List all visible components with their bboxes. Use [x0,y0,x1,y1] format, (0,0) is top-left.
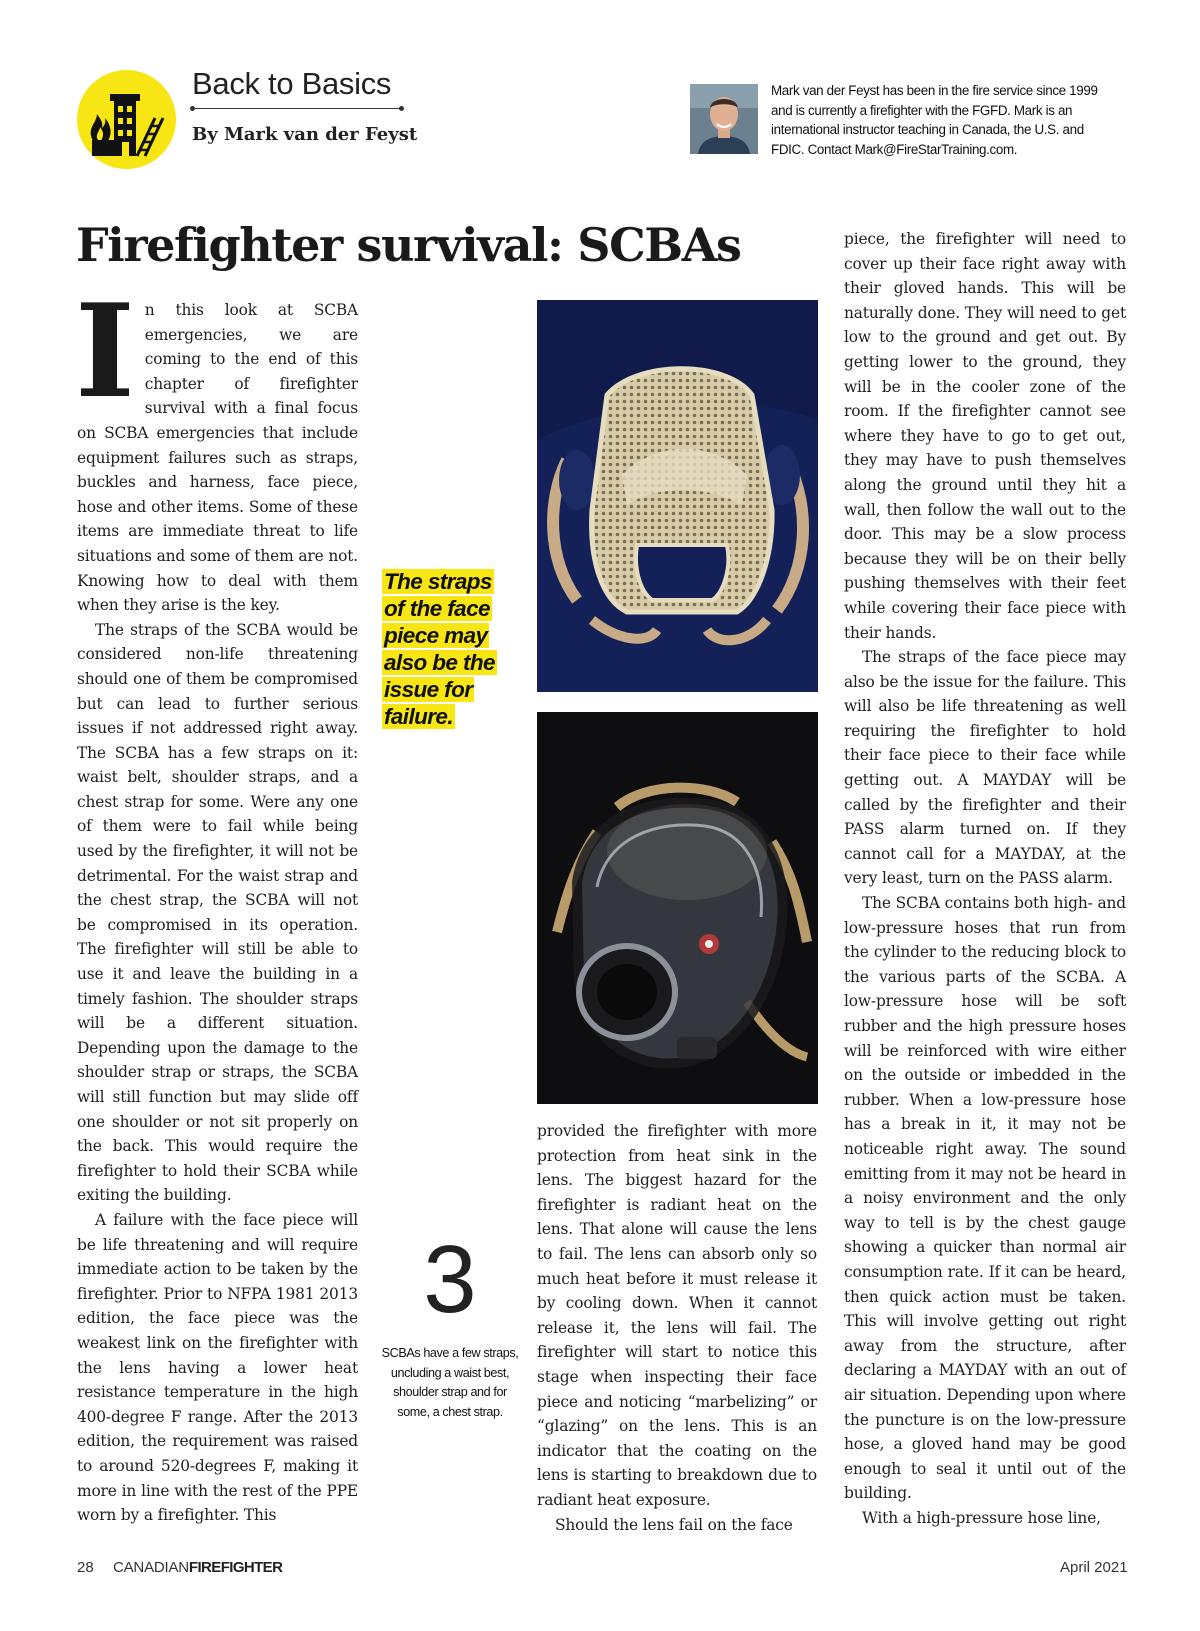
section-divider [192,108,402,109]
article-paragraph: Should the lens fail on the face [555,1515,793,1534]
article-paragraph: The straps of the SCBA would be considered non-life threatening should one of them be compromised but can lead to further serious issues if not addressed right away. The SCBA has a few straps on it: waist belt, shoulder straps, and a chest strap for some. Were any one of them were to fail while being used by the firefighter, it will not be detrimental. For the waist strap and the chest strap, the SCBA will not be compromised in its operation. The firefighter will still be able to use it and leave the building in a timely fashion. The shoulder straps will be a different situation. Depending upon the damage to the shoulder strap or straps, the SCBA will still function but may slide off one shoulder or not sit properly on the back. This would require the firefighter to hold their SCBA while exiting the building. [77,620,358,1205]
stat-caption: SCBAs have a few straps, uncluding a waist best, shoulder strap and for some, a chest strap. [381,1346,519,1419]
magazine-name: CANADIANFIREFIGHTER [113,1559,283,1576]
article-paragraph: The straps of the face piece may also be the issue for the failure. This will also be life threatening as well requiring the firefighter to hold their face piece to their face while getting out. A MAYDAY will be called by the firefighter and their PASS alarm turned on. If they cannot call for a MAYDAY, at the very least, turn on the PASS alarm. [844,648,1126,888]
page-number: 28 [77,1559,94,1576]
section-logo [77,70,176,169]
author-bio: Mark van der Feyst has been in the fire service since 1999 and is currently a firefighter with the FGFD. Mark is an international instructor teaching in Canada, the U.S. and FDIC. Contact Mark@FireStarTraining.com. [771,83,1098,157]
author-photo [690,84,758,154]
article-headline: Firefighter survival: SCBAs [76,218,741,272]
article-paragraph: The SCBA contains both high- and low-pressure hoses that run from the cylinder to the reducing block to the various parts of the SCBA. A low-pressure hose will be soft rubber and the high pressure hoses will be reinforced with wire either on the outside or imbedded in the rubber. When a low-pressure hose has a break in it, it may not be noticeable right away. The sound emitting from it may not be heard in a noisy environment and the only way to tell is by the chest gauge showing a quicker than normal air consumption rate. If it can be heard, then quick action must be taken. This will involve getting out right away from the structure, after declaring a MAYDAY with an out of air situation. Depending upon where the puncture is on the low-pressure hose, a gloved hand may be good enough to seal it until out of the building. [844,894,1126,1503]
article-column-4 [844,227,1126,1530]
photo-face-piece-full-mask [537,712,818,1104]
article-column-3 [537,1119,817,1537]
fire-building-ladder-icon [77,70,176,169]
article-paragraph: piece, the firefighter will need to cover up their face right away with their gloved hands. This will be naturally done. They will need to get low to the ground and get out. By getting lower to the ground, they will be in the cooler zone of the room. If the firefighter cannot see where they have to go to get out, they may have to push themselves along the ground until they hit a wall, then follow the wall out to the door. This may be a slow process because they will be on their belly pushing themselves with their feet while covering their face piece with their hands. [844,230,1126,642]
article-column-1 [75,277,358,1528]
article-paragraph: With a high-pressure hose line, [862,1508,1101,1527]
issue-date: April 2021 [1060,1559,1128,1576]
drop-cap: I [75,277,135,427]
article-paragraph: A failure with the face piece will be life threatening and will require immediate action to be taken by the firefighter. Prior to NFPA 1981 2013 edition, the face piece was the weakest link on the firefighter with the lens having a lower heat resistance temperature in the high 400-degree F range. After the 2013 edition, the requirement was raised to around 520-degrees F, making it more in line with the rest of the PPE worn by a firefighter. This [77,1210,358,1525]
section-title: Back to Basics [192,66,392,101]
article-paragraph: provided the firefighter with more protection from heat sink in the lens. The biggest hazard for the firefighter is radiant heat on the lens. That alone will cause the lens to fail. The lens can absorb only so much heat before it must release it by cooling down. When it cannot release it, the lens will fail. The firefighter will start to notice this stage when inspecting their face piece and noticing “marbelizing” or “glazing” on the lens. This is an indicator that the coating on the lens is starting to breakdown due to radiant heat exposure. [537,1122,817,1509]
pull-quote: The straps of the face piece may also be the issue for failure. [384,569,495,729]
photo-face-piece-mesh-head-harness [537,300,818,692]
stat-number: 3 [423,1226,477,1333]
article-paragraph: In this look at SCBA emergencies, we are coming to the end of this chapter of firefighter survival with a final focus on SCBA emergencies that include equipment failures such as straps, buckles and harness, face piece, hose and other items. Some of these items are immediate threat to life situations and some of them are not. Knowing how to deal with them when they arise is the key. [75,277,358,615]
byline: By Mark van der Feyst [192,124,418,145]
